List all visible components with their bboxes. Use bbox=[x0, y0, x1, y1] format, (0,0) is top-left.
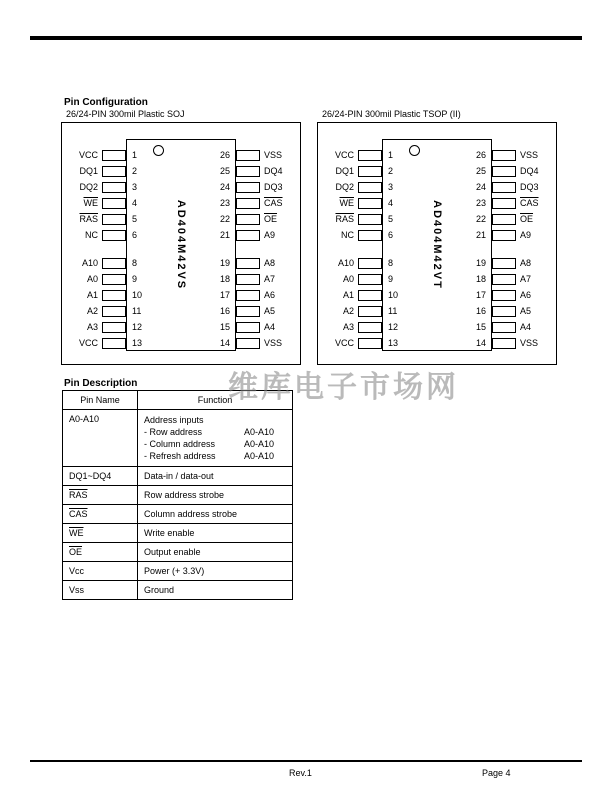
pin-row bbox=[318, 163, 556, 179]
function-cell: Data-in / data-out bbox=[138, 467, 293, 486]
pin-name-left: A0 bbox=[86, 274, 98, 284]
pin-pad bbox=[358, 274, 382, 285]
footer-page-number: Page 4 bbox=[482, 768, 511, 778]
function-cell: Write enable bbox=[138, 524, 293, 543]
pin-number-left: 13 bbox=[132, 338, 143, 348]
pin-number-left: 10 bbox=[132, 290, 143, 300]
pin-name-left: A10 bbox=[81, 258, 98, 268]
pin-row bbox=[318, 211, 556, 227]
pin-number-right: 18 bbox=[475, 274, 486, 284]
pin-desc-row bbox=[63, 562, 293, 581]
top-rule bbox=[30, 36, 582, 40]
pin-configuration-title: Pin Configuration bbox=[64, 97, 148, 108]
pin-pad bbox=[102, 214, 126, 225]
pin-name-left: NC bbox=[341, 230, 354, 240]
pin-number-left: 8 bbox=[388, 258, 394, 268]
package-outline bbox=[317, 122, 557, 365]
pin-description-title: Pin Description bbox=[64, 378, 138, 389]
pin-name-right: A8 bbox=[520, 258, 532, 268]
pin-name-right: A4 bbox=[264, 322, 276, 332]
pin-pad bbox=[102, 230, 126, 241]
pin-name-left: $\overline{WE}$ bbox=[339, 198, 354, 208]
pin-pad bbox=[358, 290, 382, 301]
pin-row bbox=[318, 271, 556, 287]
pin-name-left: VCC bbox=[334, 338, 354, 348]
pin-number-left: 3 bbox=[132, 182, 138, 192]
pin-desc-row bbox=[63, 467, 293, 486]
pin-description-table bbox=[62, 390, 293, 600]
pin-number-right: 15 bbox=[475, 322, 486, 332]
pin-name-right: VSS bbox=[520, 150, 539, 160]
pin-number-right: 17 bbox=[219, 290, 230, 300]
pin-desc-row bbox=[63, 505, 293, 524]
pin-name-left: A2 bbox=[342, 306, 354, 316]
pin-number-left: 9 bbox=[132, 274, 138, 284]
function-cell: Address inputs - Row address A0-A10 - Column address A0-A10 - Refresh address A0-A10 bbox=[138, 410, 293, 467]
watermark: 维库电子市场网 bbox=[228, 371, 459, 404]
pin-name-left: DQ1 bbox=[79, 166, 98, 176]
pin-name-left: A1 bbox=[86, 290, 98, 300]
pin-name-left: VCC bbox=[334, 150, 354, 160]
pin-pad bbox=[492, 198, 516, 209]
pin-pad bbox=[492, 166, 516, 177]
pin-number-right: 24 bbox=[219, 182, 230, 192]
pin-pad bbox=[236, 338, 260, 349]
pin-pad bbox=[492, 230, 516, 241]
chip-name: AD404M42VS bbox=[175, 199, 187, 291]
pin-pad bbox=[236, 150, 260, 161]
pin-row bbox=[318, 335, 556, 351]
pin-number-right: 19 bbox=[475, 258, 486, 268]
pin-pad bbox=[102, 338, 126, 349]
pin-pad bbox=[102, 166, 126, 177]
pin-number-left: 10 bbox=[388, 290, 399, 300]
pin-desc-row bbox=[63, 543, 293, 562]
pin-number-right: 22 bbox=[219, 214, 230, 224]
pin-pad bbox=[236, 182, 260, 193]
pin-name-right: VSS bbox=[264, 150, 283, 160]
pin-row bbox=[62, 319, 300, 335]
pin-number-right: 26 bbox=[219, 150, 230, 160]
pin-pad bbox=[358, 214, 382, 225]
pin-name-left: DQ1 bbox=[335, 166, 354, 176]
pin-row bbox=[318, 319, 556, 335]
pin-name-right: A6 bbox=[520, 290, 532, 300]
pin-number-left: 2 bbox=[132, 166, 138, 176]
pin-row bbox=[62, 335, 300, 351]
pin-pad bbox=[102, 274, 126, 285]
pin-number-right: 21 bbox=[475, 230, 486, 240]
pin-pad bbox=[358, 182, 382, 193]
pin-row bbox=[62, 195, 300, 211]
package-outline bbox=[61, 122, 301, 365]
footer-revision: Rev.1 bbox=[289, 768, 312, 778]
pin-number-right: 15 bbox=[219, 322, 230, 332]
pin-name-cell: $\overline{WE}$ bbox=[63, 524, 138, 543]
pin-number-left: 3 bbox=[388, 182, 394, 192]
pin-row bbox=[62, 163, 300, 179]
pin-name-cell: Vss bbox=[63, 581, 138, 600]
pin-pad bbox=[102, 258, 126, 269]
pin-row bbox=[62, 211, 300, 227]
pin-name-right: DQ3 bbox=[520, 182, 539, 192]
pin-row bbox=[62, 255, 300, 271]
pin-name-right: A8 bbox=[264, 258, 276, 268]
pin-name-right: A5 bbox=[520, 306, 532, 316]
pin-name-left: A3 bbox=[342, 322, 354, 332]
pin-row bbox=[62, 179, 300, 195]
pin-name-right: A7 bbox=[520, 274, 532, 284]
pin-desc-header-row bbox=[63, 391, 293, 410]
pin-number-right: 16 bbox=[475, 306, 486, 316]
pin-row bbox=[318, 287, 556, 303]
pin-pad bbox=[102, 290, 126, 301]
pin-pad bbox=[492, 182, 516, 193]
pin-pad bbox=[102, 198, 126, 209]
pin-name-cell: $\overline{OE}$ bbox=[63, 543, 138, 562]
pin-pad bbox=[492, 274, 516, 285]
pin-name-right: $\overline{CAS}$ bbox=[520, 198, 539, 208]
pin-pad bbox=[492, 258, 516, 269]
pin-rows bbox=[318, 123, 556, 364]
pin-name-left: VCC bbox=[78, 150, 98, 160]
pin-name-right: A9 bbox=[520, 230, 532, 240]
package-label: 26/24-PIN 300mil Plastic SOJ bbox=[66, 109, 185, 119]
pin-name-left: $\overline{RAS}$ bbox=[79, 214, 98, 224]
pin-number-left: 11 bbox=[132, 306, 142, 316]
pin-pad bbox=[236, 258, 260, 269]
pin-number-left: 5 bbox=[388, 214, 394, 224]
pin-number-left: 5 bbox=[132, 214, 138, 224]
pin-pad bbox=[492, 214, 516, 225]
pin-group-gap bbox=[62, 243, 300, 255]
pin-name-left: A10 bbox=[337, 258, 354, 268]
pin-number-left: 4 bbox=[132, 198, 138, 208]
pin-name-left: $\overline{WE}$ bbox=[83, 198, 98, 208]
pin-name-right: A6 bbox=[264, 290, 276, 300]
pin-number-left: 1 bbox=[388, 150, 394, 160]
pin-number-left: 1 bbox=[132, 150, 138, 160]
pin-pad bbox=[102, 322, 126, 333]
pin-number-left: 13 bbox=[388, 338, 399, 348]
pin-name-left: $\overline{RAS}$ bbox=[335, 214, 354, 224]
pin-number-right: 16 bbox=[219, 306, 230, 316]
pin-name-right: A7 bbox=[264, 274, 276, 284]
pin-pad bbox=[492, 290, 516, 301]
pin-row bbox=[318, 303, 556, 319]
package-label: 26/24-PIN 300mil Plastic TSOP (II) bbox=[322, 109, 461, 119]
pin-row bbox=[62, 227, 300, 243]
pin-number-right: 23 bbox=[219, 198, 230, 208]
function-cell: Power (+ 3.3V) bbox=[138, 562, 293, 581]
pin-number-right: 19 bbox=[219, 258, 230, 268]
pin-name-right: A9 bbox=[264, 230, 276, 240]
pin-name-cell: $\overline{RAS}$ bbox=[63, 486, 138, 505]
pin-number-right: 23 bbox=[475, 198, 486, 208]
pin-row bbox=[318, 227, 556, 243]
pin-name-right: DQ4 bbox=[264, 166, 283, 176]
pin-desc-row bbox=[63, 410, 293, 467]
pin-name-left: VCC bbox=[78, 338, 98, 348]
pin-number-left: 6 bbox=[132, 230, 138, 240]
pin-pad bbox=[358, 306, 382, 317]
header-pin-name: Pin Name bbox=[63, 391, 138, 410]
pin-name-left: DQ2 bbox=[79, 182, 98, 192]
pin-number-left: 4 bbox=[388, 198, 394, 208]
pin-number-right: 14 bbox=[219, 338, 230, 348]
package-tsop bbox=[317, 109, 557, 365]
pin-pad bbox=[236, 306, 260, 317]
pin-name-cell: DQ1~DQ4 bbox=[63, 467, 138, 486]
chip-name: AD404M42VT bbox=[431, 200, 443, 290]
pin-row bbox=[318, 147, 556, 163]
pin-number-right: 21 bbox=[219, 230, 230, 240]
function-cell: Output enable bbox=[138, 543, 293, 562]
pin-pad bbox=[102, 182, 126, 193]
pin-desc-row bbox=[63, 486, 293, 505]
pin-number-right: 26 bbox=[475, 150, 486, 160]
pin-name-right: $\overline{OE}$ bbox=[264, 214, 278, 224]
pin-pad bbox=[102, 150, 126, 161]
pin-name-left: NC bbox=[85, 230, 98, 240]
pin-number-left: 11 bbox=[388, 306, 398, 316]
pin-desc-body bbox=[63, 410, 293, 600]
pin-row bbox=[62, 271, 300, 287]
pin-number-left: 12 bbox=[132, 322, 143, 332]
pin-number-left: 8 bbox=[132, 258, 138, 268]
pin-number-right: 18 bbox=[219, 274, 230, 284]
pin-pad bbox=[236, 290, 260, 301]
pin-name-cell: $\overline{CAS}$ bbox=[63, 505, 138, 524]
pin-pad bbox=[236, 274, 260, 285]
pin-row bbox=[318, 255, 556, 271]
pin-number-right: 25 bbox=[219, 166, 230, 176]
pin-pad bbox=[236, 322, 260, 333]
pin-group-gap bbox=[318, 243, 556, 255]
pin-pad bbox=[492, 338, 516, 349]
pin-pad bbox=[358, 150, 382, 161]
pin-number-left: 6 bbox=[388, 230, 394, 240]
footer-rule bbox=[30, 760, 582, 762]
pin-name-right: DQ4 bbox=[520, 166, 539, 176]
pin-pad bbox=[358, 258, 382, 269]
pin-row bbox=[62, 287, 300, 303]
pin-pad bbox=[102, 306, 126, 317]
pin-pad bbox=[236, 214, 260, 225]
pin-number-left: 9 bbox=[388, 274, 394, 284]
pin-row bbox=[62, 303, 300, 319]
pin-desc-row bbox=[63, 581, 293, 600]
pin-row bbox=[318, 179, 556, 195]
pin-pad bbox=[492, 306, 516, 317]
pin-name-right: A5 bbox=[264, 306, 276, 316]
pin-number-right: 24 bbox=[475, 182, 486, 192]
pin-row bbox=[318, 195, 556, 211]
pin-name-right: DQ3 bbox=[264, 182, 283, 192]
pin-row bbox=[62, 147, 300, 163]
pin-name-left: DQ2 bbox=[335, 182, 354, 192]
pin-name-right: A4 bbox=[520, 322, 532, 332]
pin-pad bbox=[358, 230, 382, 241]
pin-rows bbox=[62, 123, 300, 364]
pin-name-cell: Vcc bbox=[63, 562, 138, 581]
package-soj bbox=[61, 109, 301, 365]
pin-pad bbox=[492, 150, 516, 161]
pin-pad bbox=[236, 230, 260, 241]
pin-pad bbox=[358, 338, 382, 349]
pin-pad bbox=[236, 166, 260, 177]
pin-number-left: 2 bbox=[388, 166, 394, 176]
pin-number-left: 12 bbox=[388, 322, 399, 332]
pin-number-right: 25 bbox=[475, 166, 486, 176]
function-cell: Column address strobe bbox=[138, 505, 293, 524]
header-function: Function bbox=[138, 391, 293, 410]
pin-pad bbox=[358, 198, 382, 209]
pin-name-left: A3 bbox=[86, 322, 98, 332]
pin-pad bbox=[492, 322, 516, 333]
pin-name-left: A1 bbox=[342, 290, 354, 300]
pin-name-right: $\overline{CAS}$ bbox=[264, 198, 283, 208]
pin-name-cell: A0-A10 bbox=[63, 410, 138, 467]
pin-name-left: A0 bbox=[342, 274, 354, 284]
function-cell: Ground bbox=[138, 581, 293, 600]
pin-number-right: 17 bbox=[475, 290, 486, 300]
pin-pad bbox=[358, 166, 382, 177]
pin-name-right: VSS bbox=[264, 338, 283, 348]
pin-desc-row bbox=[63, 524, 293, 543]
pin-name-left: A2 bbox=[86, 306, 98, 316]
function-cell: Row address strobe bbox=[138, 486, 293, 505]
pin-pad bbox=[236, 198, 260, 209]
pin-number-right: 14 bbox=[475, 338, 486, 348]
pin-number-right: 22 bbox=[475, 214, 486, 224]
pin-name-right: VSS bbox=[520, 338, 539, 348]
pin-pad bbox=[358, 322, 382, 333]
pin-name-right: $\overline{OE}$ bbox=[520, 214, 534, 224]
